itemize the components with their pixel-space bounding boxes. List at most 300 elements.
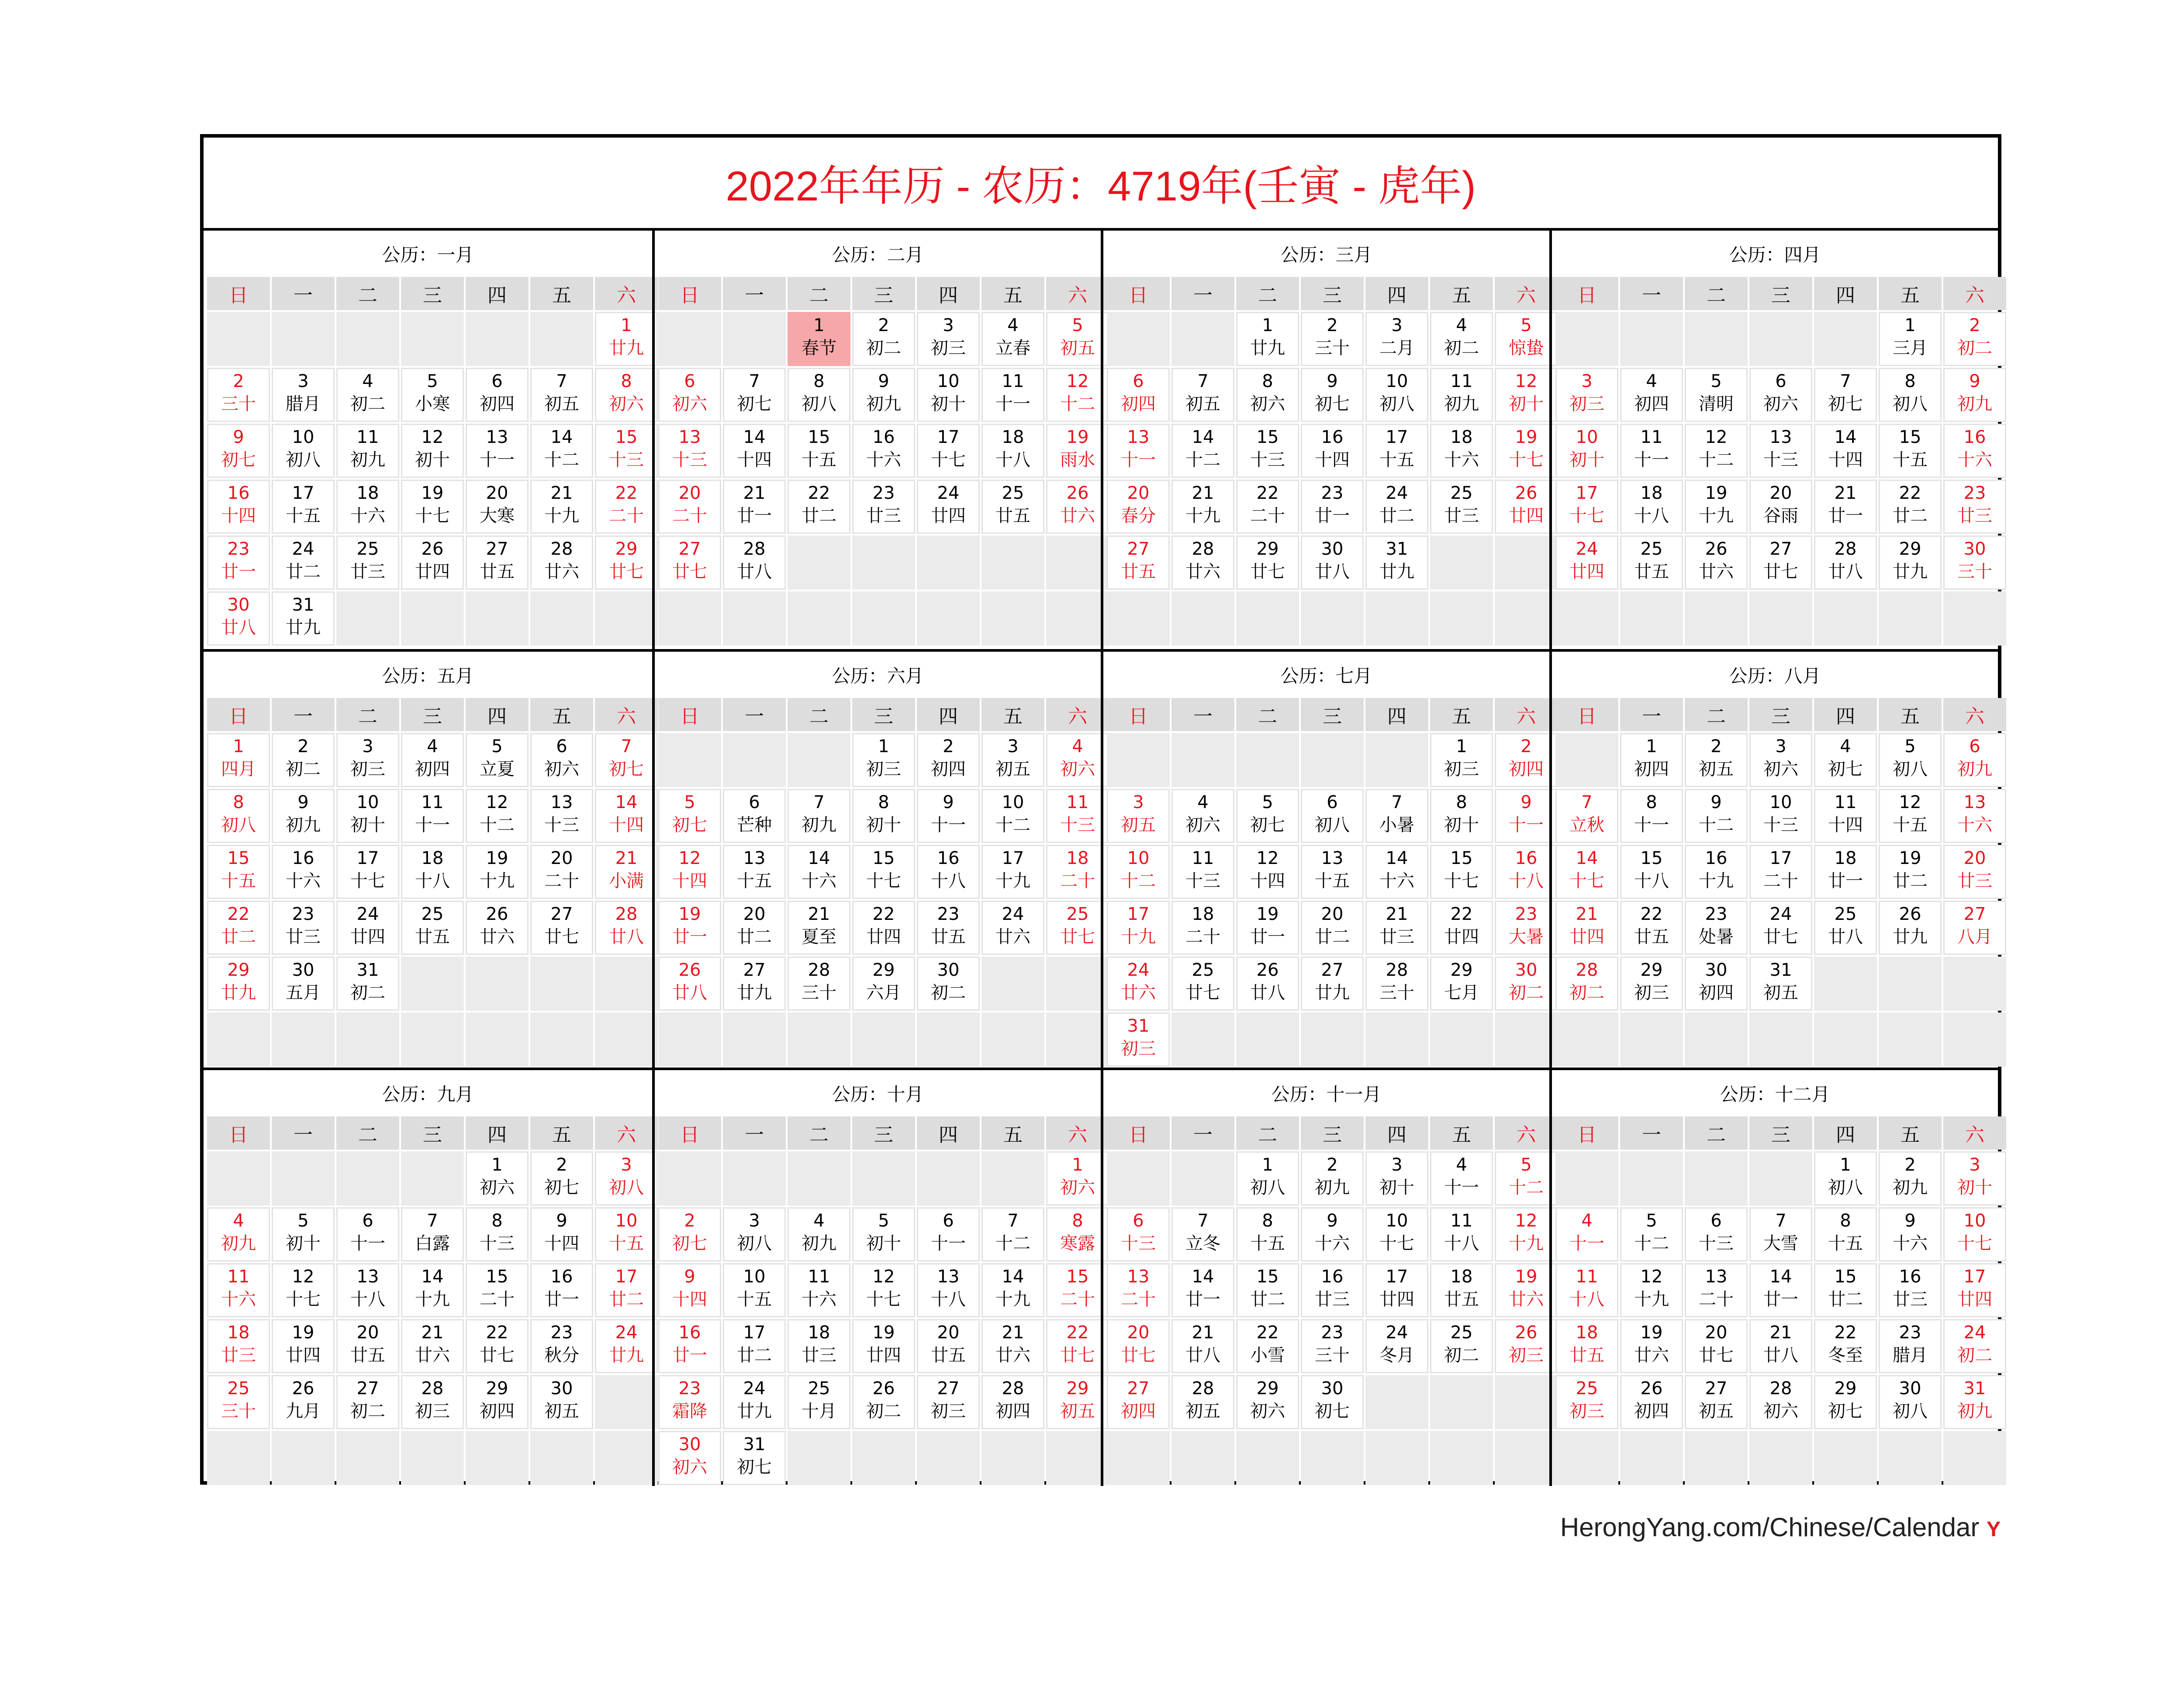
lunar-day: 廿三	[802, 1345, 836, 1365]
lunar-day: 二十	[1060, 871, 1095, 891]
weekday-header: 日	[1555, 698, 1618, 731]
lunar-day: 廿五	[415, 927, 450, 947]
day-cell	[272, 1375, 335, 1429]
day-cell	[1879, 1375, 1942, 1429]
gregorian-day: 11	[1450, 1211, 1473, 1231]
day-cell	[917, 424, 980, 478]
gregorian-day: 24	[937, 483, 960, 503]
gregorian-day: 10	[937, 371, 960, 391]
day-cell	[272, 789, 335, 843]
gregorian-day: 27	[1963, 904, 1986, 924]
gregorian-day: 16	[872, 427, 895, 447]
gregorian-day: 1	[1262, 1155, 1273, 1175]
lunar-day: 十二	[1699, 450, 1734, 470]
empty-cell	[723, 1151, 786, 1206]
lunar-day: 十七	[1444, 871, 1479, 891]
day-cell	[1943, 789, 2006, 843]
lunar-day: 廿七	[544, 927, 579, 947]
gregorian-day: 25	[421, 904, 444, 924]
day-cell	[1171, 1375, 1234, 1429]
day-cell	[336, 536, 399, 590]
gregorian-day: 30	[1899, 1379, 1921, 1399]
weekday-header: 二	[336, 1116, 399, 1150]
weekday-header: 四	[1365, 1116, 1428, 1150]
day-cell	[1814, 480, 1877, 534]
lunar-day: 十四	[737, 450, 772, 470]
day-cell	[272, 480, 335, 534]
gregorian-day: 19	[1515, 427, 1538, 447]
gregorian-day: 22	[872, 904, 895, 924]
gregorian-day: 29	[1640, 960, 1663, 980]
day-cell	[1749, 1319, 1812, 1373]
lunar-day: 十九	[1699, 506, 1734, 526]
empty-cell	[1685, 312, 1748, 366]
gregorian-day: 31	[743, 1434, 766, 1455]
day-cell	[1046, 1207, 1109, 1261]
day-cell	[788, 368, 850, 422]
weekday-header: 六	[1046, 698, 1109, 731]
empty-cell	[401, 591, 464, 646]
day-cell	[1879, 536, 1942, 590]
gregorian-day: 1	[621, 315, 632, 335]
lunar-day: 十九	[1634, 1289, 1669, 1309]
empty-cell	[336, 591, 399, 646]
day-cell	[1236, 1151, 1299, 1206]
day-cell	[1749, 845, 1812, 899]
gregorian-day: 14	[1769, 1267, 1792, 1287]
empty-cell	[401, 1431, 464, 1485]
gregorian-day: 11	[1576, 1267, 1598, 1287]
month-title: 公历：五月	[382, 665, 474, 687]
gregorian-day: 13	[1705, 1267, 1728, 1287]
gregorian-day: 21	[1386, 904, 1408, 924]
day-cell	[658, 1375, 721, 1429]
day-cell	[336, 789, 399, 843]
empty-cell	[595, 591, 658, 646]
weekday-header: 四	[1814, 1116, 1877, 1150]
gregorian-day: 10	[1002, 792, 1024, 812]
gregorian-day: 9	[297, 792, 309, 812]
lunar-day: 初五	[1185, 394, 1220, 414]
day-cell	[1365, 957, 1428, 1011]
lunar-day: 十八	[1634, 506, 1669, 526]
month-block	[652, 231, 1101, 649]
gregorian-day: 3	[1007, 736, 1019, 757]
day-cell	[1046, 1151, 1109, 1206]
day-cell	[1879, 1319, 1942, 1373]
gregorian-day: 21	[1576, 904, 1598, 924]
gregorian-day: 19	[1066, 427, 1089, 447]
lunar-day: 初六	[1250, 1401, 1285, 1421]
empty-cell	[1814, 1431, 1877, 1485]
weekday-header: 日	[207, 1116, 270, 1150]
lunar-day: 初五	[1699, 759, 1734, 779]
day-cell	[336, 901, 399, 955]
gregorian-day: 26	[421, 539, 444, 559]
weekday-header: 日	[207, 277, 270, 310]
lunar-day: 初四	[995, 1401, 1030, 1421]
lunar-day: 廿一	[1250, 927, 1285, 947]
weekday-header: 一	[723, 698, 786, 731]
lunar-day: 三十	[221, 1401, 256, 1421]
lunar-day: 十五	[737, 871, 772, 891]
gregorian-day: 14	[1002, 1267, 1024, 1287]
empty-cell	[981, 591, 1044, 646]
gregorian-day: 17	[1002, 848, 1024, 868]
day-cell	[1301, 536, 1364, 590]
day-cell	[1171, 789, 1234, 843]
lunar-day: 大雪	[1763, 1233, 1798, 1254]
lunar-day: 十七	[866, 1289, 901, 1309]
weekday-header: 三	[1749, 1116, 1812, 1150]
day-cell	[1430, 1319, 1493, 1373]
day-cell	[1107, 901, 1170, 955]
empty-cell	[1879, 957, 1942, 1011]
day-cell	[1236, 480, 1299, 534]
day-cell	[595, 1263, 658, 1317]
lunar-day: 初四	[415, 759, 450, 779]
month-title: 公历：六月	[832, 665, 924, 687]
day-cell	[1814, 901, 1877, 955]
empty-cell	[401, 1012, 464, 1067]
lunar-day: 十九	[995, 871, 1030, 891]
lunar-day: 十三	[544, 815, 579, 835]
empty-cell	[723, 1012, 786, 1067]
day-cell	[1749, 1263, 1812, 1317]
gregorian-day: 20	[356, 1323, 379, 1343]
day-cell	[852, 733, 915, 787]
day-cell	[981, 1319, 1044, 1373]
day-cell	[1879, 1151, 1942, 1206]
gregorian-day: 2	[556, 1155, 567, 1175]
day-cell	[530, 733, 593, 787]
empty-cell	[1879, 1012, 1942, 1067]
day-cell	[272, 845, 335, 899]
gregorian-day: 22	[1899, 483, 1921, 503]
day-cell	[530, 424, 593, 478]
lunar-day: 初四	[931, 759, 966, 779]
lunar-day: 廿二	[737, 927, 772, 947]
day-cell	[466, 1319, 529, 1373]
lunar-day: 廿五	[995, 506, 1030, 526]
weekday-header: 三	[1301, 1116, 1364, 1150]
lunar-day: 十六	[350, 506, 385, 526]
gregorian-day: 2	[1327, 315, 1338, 335]
lunar-day: 廿一	[1185, 1289, 1220, 1309]
day-cell	[723, 480, 786, 534]
day-cell	[1620, 1375, 1683, 1429]
lunar-day: 处暑	[1699, 927, 1734, 947]
lunar-day: 十三	[480, 1233, 515, 1254]
day-cell	[723, 1375, 786, 1429]
day-cell	[1107, 845, 1170, 899]
day-cell	[466, 901, 529, 955]
gregorian-day: 7	[427, 1211, 438, 1231]
day-cell	[466, 845, 529, 899]
lunar-day: 二月	[1379, 338, 1414, 358]
lunar-day: 初三	[1569, 394, 1604, 414]
day-cell	[852, 845, 915, 899]
gregorian-day: 3	[1969, 1155, 1980, 1175]
day-cell	[272, 957, 335, 1011]
day-cell	[595, 1319, 658, 1373]
lunar-day: 廿三	[1957, 506, 1992, 526]
lunar-day: 十五	[1893, 450, 1928, 470]
gregorian-day: 3	[362, 736, 373, 757]
lunar-day: 十八	[931, 871, 966, 891]
empty-cell	[1685, 1151, 1748, 1206]
empty-cell	[917, 591, 980, 646]
lunar-day: 廿四	[866, 927, 901, 947]
lunar-day: 初三	[350, 759, 385, 779]
gregorian-day: 2	[684, 1211, 695, 1231]
day-cell	[1430, 480, 1493, 534]
lunar-day: 初三	[1444, 759, 1479, 779]
day-cell	[401, 1263, 464, 1317]
gregorian-day: 8	[813, 371, 825, 391]
day-cell	[1046, 424, 1109, 478]
lunar-day: 初九	[1315, 1178, 1350, 1198]
day-cell	[1365, 480, 1428, 534]
empty-cell	[1046, 1012, 1109, 1067]
gregorian-day: 22	[1256, 1323, 1279, 1343]
day-cell	[1620, 957, 1683, 1011]
weekday-header: 一	[1620, 277, 1683, 310]
day-cell	[917, 480, 980, 534]
day-cell	[1879, 424, 1942, 478]
gregorian-day: 25	[1066, 904, 1089, 924]
lunar-day: 初九	[350, 450, 385, 470]
day-cell	[401, 536, 464, 590]
day-cell	[1749, 536, 1812, 590]
lunar-day: 十七	[1957, 1233, 1992, 1254]
empty-cell	[336, 312, 399, 366]
day-cell	[1301, 1263, 1364, 1317]
day-cell	[788, 1207, 850, 1261]
gregorian-day: 27	[356, 1379, 379, 1399]
gregorian-day: 12	[486, 792, 508, 812]
empty-cell	[207, 1012, 270, 1067]
lunar-day: 初二	[1569, 983, 1604, 1003]
lunar-day: 廿八	[1315, 562, 1350, 582]
day-cell	[1365, 901, 1428, 955]
gregorian-day: 1	[233, 736, 244, 757]
gregorian-day: 9	[1969, 371, 1980, 391]
lunar-day: 十四	[672, 871, 707, 891]
weekday-header: 一	[272, 698, 335, 731]
gregorian-day: 5	[1646, 1211, 1657, 1231]
lunar-day: 廿六	[995, 927, 1030, 947]
lunar-day: 廿一	[1315, 506, 1350, 526]
lunar-day: 初四	[480, 1401, 515, 1421]
empty-cell	[1555, 1431, 1618, 1485]
day-cell	[723, 845, 786, 899]
gregorian-day: 20	[1321, 904, 1344, 924]
day-cell	[723, 424, 786, 478]
gregorian-day: 3	[943, 315, 954, 335]
gregorian-day: 8	[491, 1211, 503, 1231]
empty-cell	[658, 1151, 721, 1206]
empty-cell	[1430, 591, 1493, 646]
lunar-day: 廿四	[1379, 1289, 1414, 1309]
weekday-header: 六	[1943, 1116, 2006, 1150]
day-cell	[981, 424, 1044, 478]
gregorian-day: 19	[421, 483, 444, 503]
weekday-header: 三	[1301, 277, 1364, 310]
day-cell	[1814, 1375, 1877, 1429]
empty-cell	[1046, 536, 1109, 590]
gregorian-day: 19	[1256, 904, 1279, 924]
lunar-day: 十八	[931, 1289, 966, 1309]
gregorian-day: 29	[872, 960, 895, 980]
day-cell	[1620, 789, 1683, 843]
day-cell	[336, 1319, 399, 1373]
lunar-day: 二十	[609, 506, 644, 526]
footer-link[interactable]: HerongYang.com/Chinese/Calendar	[1560, 1513, 1980, 1542]
empty-cell	[1620, 1151, 1683, 1206]
gregorian-day: 2	[297, 736, 309, 757]
empty-cell	[1495, 591, 1558, 646]
gregorian-day: 5	[1521, 1155, 1532, 1175]
gregorian-day: 26	[486, 904, 508, 924]
empty-cell	[1365, 733, 1428, 787]
day-cell	[401, 1375, 464, 1429]
day-cell	[917, 1207, 980, 1261]
day-cell	[1365, 424, 1428, 478]
gregorian-day: 28	[550, 539, 573, 559]
empty-cell	[1685, 1012, 1748, 1067]
day-cell	[852, 789, 915, 843]
weekday-header: 一	[723, 277, 786, 310]
lunar-day: 廿六	[544, 562, 579, 582]
gregorian-day: 14	[1192, 1267, 1214, 1287]
day-cell	[1430, 733, 1493, 787]
gregorian-day: 5	[1711, 371, 1722, 391]
day-cell	[466, 789, 529, 843]
gregorian-day: 24	[1386, 1323, 1408, 1343]
gregorian-day: 5	[427, 371, 438, 391]
day-cell	[1943, 536, 2006, 590]
empty-cell	[272, 312, 335, 366]
empty-cell	[917, 1012, 980, 1067]
empty-cell	[1107, 733, 1170, 787]
day-cell	[917, 312, 980, 366]
empty-cell	[917, 1151, 980, 1206]
gregorian-day: 1	[1262, 315, 1273, 335]
empty-cell	[1943, 957, 2006, 1011]
day-cell	[1749, 901, 1812, 955]
lunar-day: 三十	[1957, 562, 1992, 582]
lunar-day: 十二	[1185, 450, 1220, 470]
lunar-day: 初八	[221, 815, 256, 835]
weekday-header: 四	[466, 277, 529, 310]
gregorian-day: 9	[233, 427, 244, 447]
lunar-day: 廿一	[221, 562, 256, 582]
weekday-header: 二	[788, 1116, 850, 1150]
gregorian-day: 16	[292, 848, 314, 868]
lunar-day: 廿二	[1250, 1289, 1285, 1309]
lunar-day: 廿五	[1634, 927, 1669, 947]
day-cell	[336, 424, 399, 478]
gregorian-day: 10	[743, 1267, 766, 1287]
day-cell	[1555, 789, 1618, 843]
day-cell	[917, 789, 980, 843]
lunar-day: 十八	[1634, 871, 1669, 891]
gregorian-day: 12	[1899, 792, 1921, 812]
day-cell	[1943, 1375, 2006, 1429]
empty-cell	[1555, 312, 1618, 366]
gregorian-day: 7	[813, 792, 825, 812]
empty-cell	[723, 733, 786, 787]
weekday-header: 日	[207, 698, 270, 731]
empty-cell	[1555, 733, 1618, 787]
day-cell	[1749, 480, 1812, 534]
lunar-day: 初二	[866, 338, 901, 358]
day-cell	[1749, 1375, 1812, 1429]
gregorian-day: 23	[937, 904, 960, 924]
weekday-header: 三	[401, 277, 464, 310]
lunar-day: 初四	[1634, 1401, 1669, 1421]
lunar-day: 廿七	[1699, 1345, 1734, 1365]
day-cell	[1495, 901, 1558, 955]
gregorian-day: 30	[1321, 539, 1344, 559]
lunar-day: 初六	[1250, 394, 1285, 414]
day-cell	[1171, 536, 1234, 590]
empty-cell	[1749, 312, 1812, 366]
gregorian-day: 17	[1769, 848, 1792, 868]
lunar-day: 初九	[802, 1233, 836, 1254]
weekday-header: 六	[1046, 1116, 1109, 1150]
lunar-day: 廿八	[1185, 1345, 1220, 1365]
lunar-day: 初八	[1315, 815, 1350, 835]
gregorian-day: 14	[1576, 848, 1598, 868]
day-cell	[207, 480, 270, 534]
gregorian-day: 13	[1321, 848, 1344, 868]
lunar-day: 十一	[1569, 1233, 1604, 1254]
day-cell	[401, 480, 464, 534]
gregorian-day: 7	[1581, 792, 1593, 812]
gregorian-day: 15	[1066, 1267, 1089, 1287]
gregorian-day: 8	[1840, 1211, 1851, 1231]
day-cell	[1171, 1207, 1234, 1261]
lunar-day: 小寒	[415, 394, 450, 414]
lunar-day: 六月	[866, 983, 901, 1003]
empty-cell	[1046, 591, 1109, 646]
gregorian-day: 6	[1133, 1211, 1144, 1231]
day-cell	[1301, 1151, 1364, 1206]
gregorian-day: 26	[1515, 1323, 1538, 1343]
day-cell	[1236, 957, 1299, 1011]
gregorian-day: 29	[486, 1379, 508, 1399]
month-block	[1101, 649, 1549, 1068]
lunar-day: 初八	[1828, 1178, 1863, 1198]
lunar-day: 立春	[995, 338, 1030, 358]
lunar-day: 十七	[1569, 506, 1604, 526]
lunar-day: 初六	[672, 394, 707, 414]
lunar-day: 廿二	[221, 927, 256, 947]
lunar-day: 廿六	[995, 1345, 1030, 1365]
day-cell	[1046, 368, 1109, 422]
lunar-day: 廿七	[1250, 562, 1285, 582]
day-cell	[1685, 424, 1748, 478]
lunar-day: 初十	[1379, 1178, 1414, 1198]
gregorian-day: 30	[292, 960, 314, 980]
lunar-day: 十二	[544, 450, 579, 470]
lunar-day: 初五	[1121, 815, 1156, 835]
gregorian-day: 26	[1705, 539, 1728, 559]
weekday-header: 二	[1236, 1116, 1299, 1150]
lunar-day: 十九	[544, 506, 579, 526]
